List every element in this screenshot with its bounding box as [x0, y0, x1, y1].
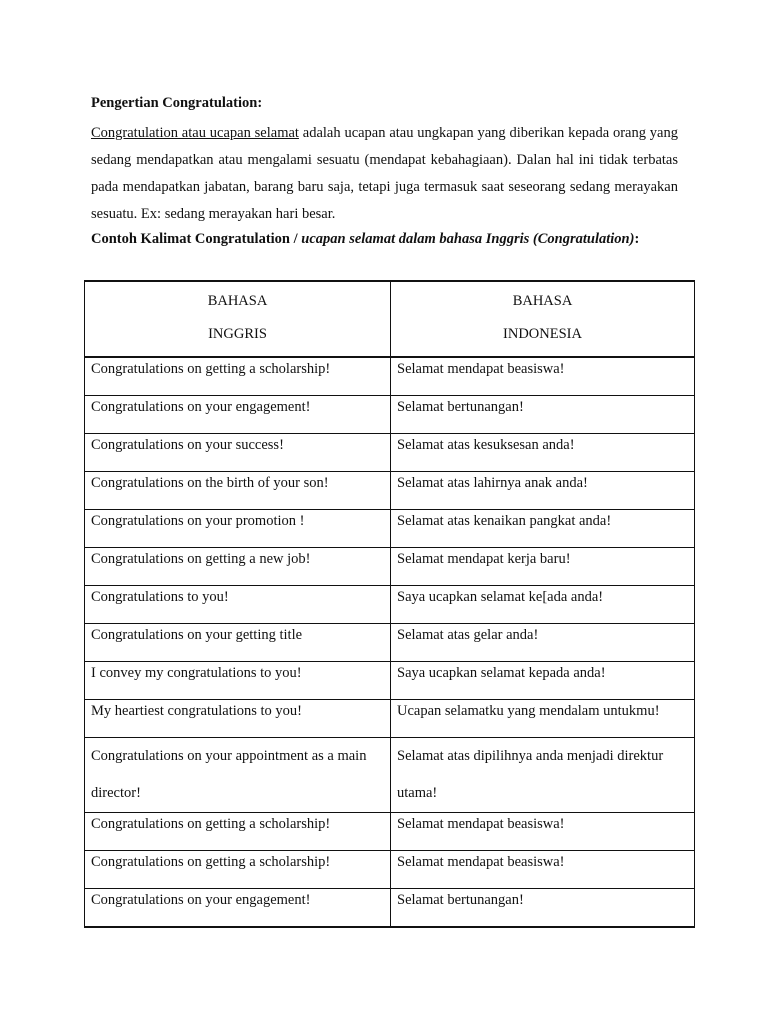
cell-english: Congratulations on getting a scholarship! [85, 813, 391, 851]
example-lead: Contoh Kalimat Congratulation / [91, 231, 302, 247]
header-indonesian [391, 281, 695, 357]
table-body [85, 357, 695, 927]
table-row [85, 548, 695, 586]
cell-english: My heartiest congratulations to you! [85, 700, 391, 738]
header-indonesian-line1: BAHASA [512, 293, 573, 309]
cell-indonesian: Selamat mendapat beasiswa! [391, 357, 695, 396]
table-header-row [85, 281, 695, 357]
table-row [85, 813, 695, 851]
definition-paragraph [91, 120, 678, 228]
cell-english: Congratulations on getting a new job! [85, 548, 391, 586]
cell-indonesian: Selamat mendapat kerja baru! [391, 548, 695, 586]
cell-indonesian: Saya ucapkan selamat ke[ada anda! [391, 586, 695, 624]
section-heading: Pengertian Congratulation: [91, 95, 263, 111]
table-row [85, 510, 695, 548]
cell-indonesian: Selamat atas gelar anda! [391, 624, 695, 662]
header-english-line2: INGGRIS [208, 326, 267, 342]
table-row [85, 434, 695, 472]
cell-indonesian: Selamat mendapat beasiswa! [391, 851, 695, 889]
cell-indonesian: Selamat atas lahirnya anak anda! [391, 472, 695, 510]
cell-english: Congratulations on your promotion ! [85, 510, 391, 548]
definition-text: adalah ucapan atau ungkapan yang diberikan kepada orang yang sedang mendapatkan atau mengalami sesuatu (mendapat kebahagiaan). Dalan hal ini tidak terbatas pada mendapatkan jabatan, barang baru saja, tetapi juga termasuk saat seseorang sedang merayakan sesuatu. Ex: sedang merayakan hari besar. [91, 125, 678, 222]
example-italic: ucapan selamat dalam bahasa Inggris [301, 231, 530, 247]
example-tail-italic: (Congratulation) [532, 231, 635, 247]
cell-english: Congratulations on your engagement! [85, 889, 391, 928]
table-row [85, 700, 695, 738]
cell-indonesian: Selamat atas kenaikan pangkat anda! [391, 510, 695, 548]
cell-english: Congratulations on your success! [85, 434, 391, 472]
table-row [85, 889, 695, 928]
cell-indonesian: Selamat mendapat beasiswa! [391, 813, 695, 851]
cell-english: I convey my congratulations to you! [85, 662, 391, 700]
cell-english: Congratulations on the birth of your son! [85, 472, 391, 510]
table-row [85, 357, 695, 396]
table-row [85, 396, 695, 434]
congratulation-table [84, 280, 695, 928]
header-indonesian-line2: INDONESIA [503, 326, 582, 342]
example-tail: : [634, 231, 640, 247]
table-row [85, 472, 695, 510]
cell-english: Congratulations on your appointment as a main director! [85, 738, 391, 813]
table-row [85, 662, 695, 700]
cell-english: Congratulations on getting a scholarship! [85, 851, 391, 889]
cell-english: Congratulations on getting a scholarship! [85, 357, 391, 396]
table-row [85, 586, 695, 624]
cell-indonesian: Saya ucapkan selamat kepada anda! [391, 662, 695, 700]
cell-indonesian: Selamat bertunangan! [391, 396, 695, 434]
table-row [85, 851, 695, 889]
table-row [85, 624, 695, 662]
cell-indonesian: Selamat atas dipilihnya anda menjadi direktur utama! [391, 738, 695, 813]
cell-indonesian: Selamat bertunangan! [391, 889, 695, 928]
header-english [85, 281, 391, 357]
cell-english: Congratulations on your getting title [85, 624, 391, 662]
example-heading [91, 226, 678, 253]
cell-english: Congratulations on your engagement! [85, 396, 391, 434]
cell-indonesian: Ucapan selamatku yang mendalam untukmu! [391, 700, 695, 738]
cell-indonesian: Selamat atas kesuksesan anda! [391, 434, 695, 472]
table-row [85, 738, 695, 813]
header-english-line1: BAHASA [207, 293, 268, 309]
cell-english: Congratulations to you! [85, 586, 391, 624]
definition-term: Congratulation atau ucapan selamat [91, 125, 299, 141]
